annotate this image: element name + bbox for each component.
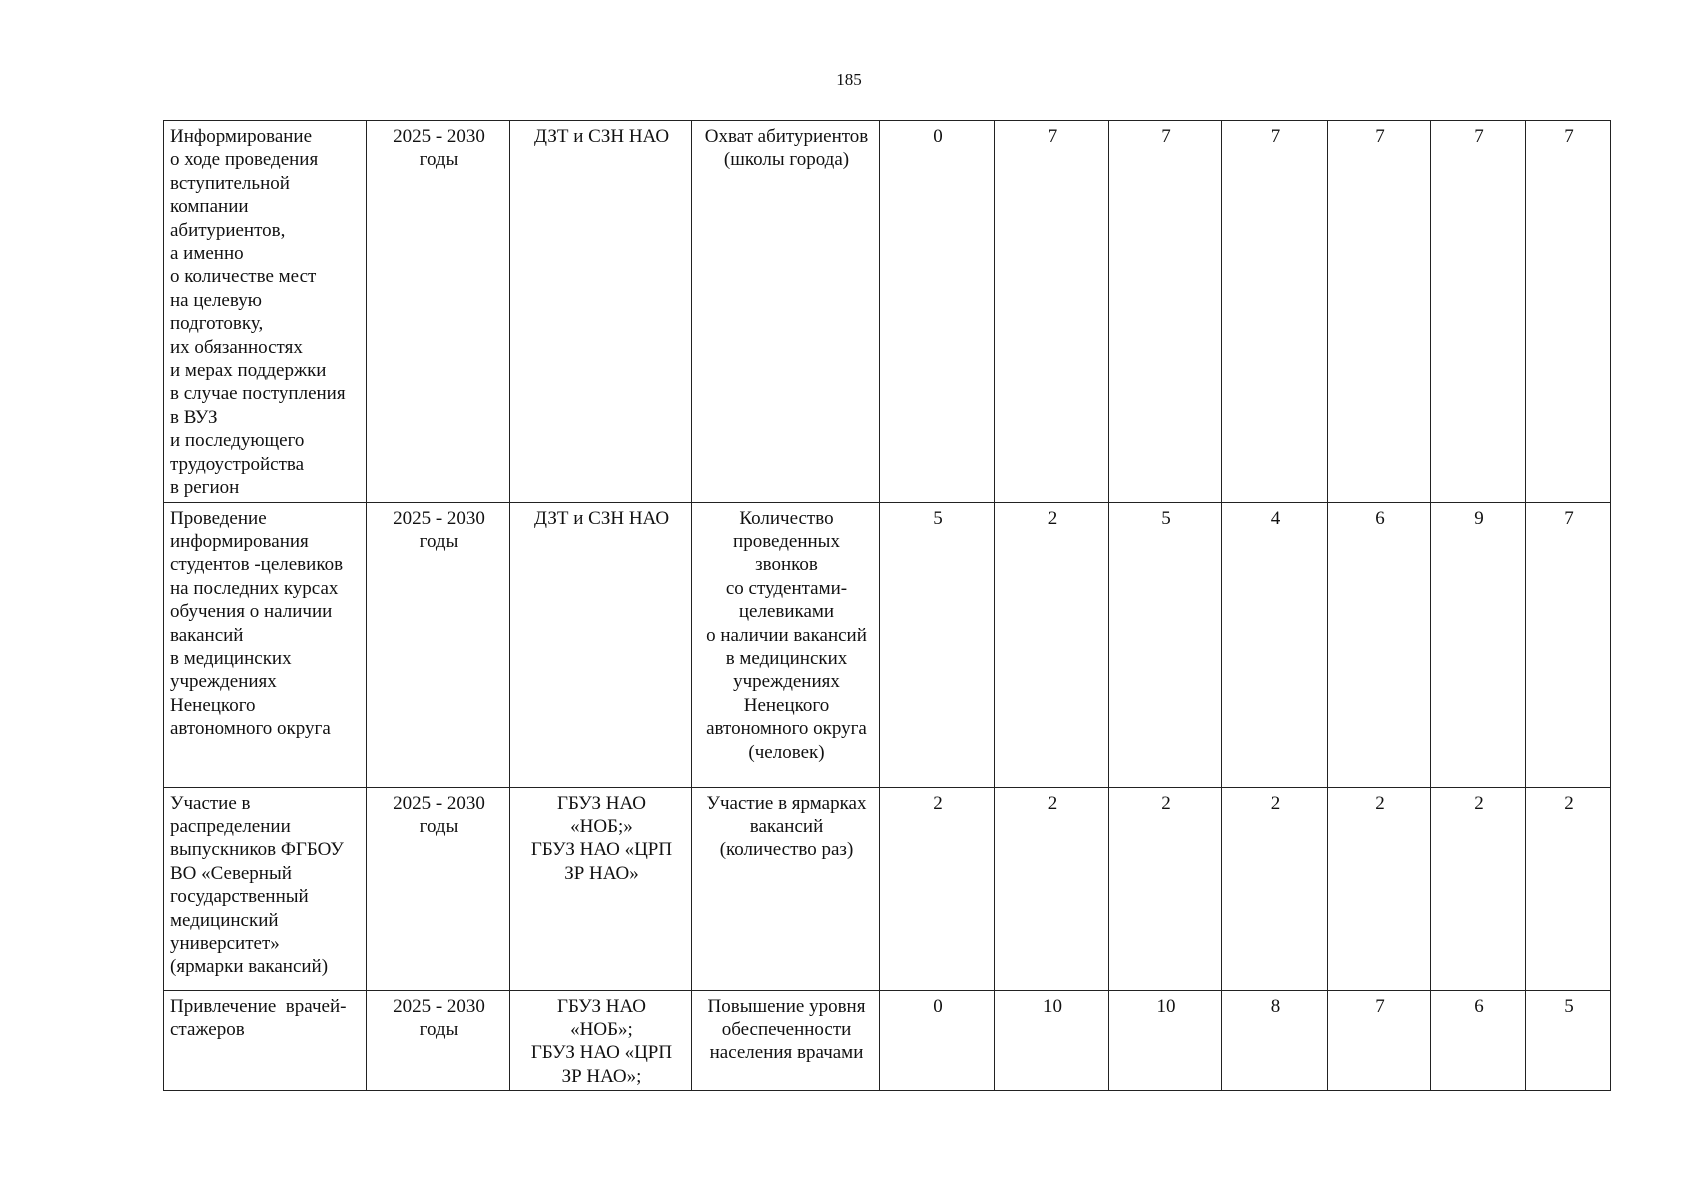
indicator-cell-line: Количество bbox=[739, 507, 834, 529]
value-cell: 0 bbox=[880, 121, 995, 503]
value-cell: 7 bbox=[1109, 121, 1222, 503]
executor-cell-line: ДЗТ и СЗН НАО bbox=[533, 126, 670, 147]
measure-name-cell-line: о количестве мест bbox=[170, 266, 317, 288]
value-cell: 9 bbox=[1431, 502, 1526, 787]
executor-cell bbox=[510, 990, 692, 1091]
indicator-cell-line: автономного округа bbox=[706, 718, 867, 740]
measure-name-cell bbox=[164, 121, 367, 503]
indicator-cell-line: Ненецкого bbox=[743, 694, 830, 716]
indicator-cell-line: обеспеченности bbox=[721, 1018, 852, 1040]
executor-cell bbox=[510, 502, 692, 787]
measure-name-cell-line: Проведение bbox=[170, 507, 267, 529]
period-cell bbox=[367, 121, 510, 503]
value-cell: 7 bbox=[1328, 990, 1431, 1091]
indicator-cell-line: со студентами- bbox=[725, 577, 848, 599]
measures-table bbox=[163, 120, 1611, 1091]
executor-cell-line: ДЗТ и СЗН НАО bbox=[533, 507, 670, 529]
indicator-cell-line: Участие в ярмарках bbox=[706, 792, 867, 814]
measure-name-cell-line: Участие в bbox=[170, 792, 251, 814]
value-cell: 6 bbox=[1431, 990, 1526, 1091]
table-row bbox=[164, 502, 1611, 787]
value-cell: 7 bbox=[1526, 502, 1611, 787]
value-cell: 10 bbox=[995, 990, 1109, 1091]
indicator-cell bbox=[692, 990, 880, 1091]
measure-name-cell-line: вакансий bbox=[170, 624, 244, 646]
indicator-cell bbox=[692, 121, 880, 503]
executor-cell-line: ЗР НАО»; bbox=[561, 1065, 642, 1087]
indicator-cell bbox=[692, 502, 880, 787]
executor-cell-line: ГБУЗ НАО bbox=[557, 995, 646, 1017]
period-cell-line: годы bbox=[419, 149, 459, 171]
indicator-cell-line: проведенных bbox=[733, 530, 840, 552]
value-cell: 4 bbox=[1222, 502, 1328, 787]
table-row bbox=[164, 121, 1611, 503]
executor-cell-line: ГБУЗ НАО «ЦРП bbox=[530, 1042, 673, 1064]
value-cell: 2 bbox=[995, 787, 1109, 990]
value-cell: 0 bbox=[880, 990, 995, 1091]
value-cell: 7 bbox=[995, 121, 1109, 503]
period-cell-line: 2025 - 2030 bbox=[393, 507, 485, 529]
value-cell: 5 bbox=[1109, 502, 1222, 787]
table-row bbox=[164, 787, 1611, 990]
value-cell: 7 bbox=[1222, 121, 1328, 503]
indicator-cell-line: населения врачами bbox=[709, 1042, 864, 1064]
measure-name-cell-line: студентов -целевиков bbox=[170, 554, 344, 576]
executor-cell bbox=[510, 787, 692, 990]
measure-name-cell-line: о ходе проведения bbox=[170, 149, 319, 171]
value-cell: 7 bbox=[1328, 121, 1431, 503]
value-cell: 2 bbox=[1109, 787, 1222, 990]
measure-name-cell-line: автономного округа bbox=[170, 718, 331, 740]
period-cell-line: годы bbox=[419, 530, 459, 552]
measure-name-cell-line: в ВУЗ bbox=[170, 406, 218, 428]
indicator-cell-line: Охват абитуриентов bbox=[704, 126, 869, 147]
measure-name-cell-line: университет» bbox=[170, 932, 280, 954]
executor-cell-line: «НОБ»; bbox=[570, 1018, 633, 1040]
value-cell: 7 bbox=[1526, 121, 1611, 503]
measure-name-cell-line: выпускников ФГБОУ bbox=[170, 839, 344, 861]
period-cell bbox=[367, 787, 510, 990]
measure-name-cell-line: на последних курсах bbox=[170, 577, 339, 599]
period-cell bbox=[367, 502, 510, 787]
value-cell: 8 bbox=[1222, 990, 1328, 1091]
measure-name-cell-line: подготовку, bbox=[170, 313, 264, 335]
page-number: 185 bbox=[836, 70, 862, 89]
executor-cell-line: ЗР НАО» bbox=[564, 862, 639, 884]
measure-name-cell-line: (ярмарки вакансий) bbox=[170, 956, 329, 978]
value-cell: 2 bbox=[1526, 787, 1611, 990]
indicator-cell-line: Повышение уровня bbox=[707, 995, 866, 1017]
measure-name-cell-line: медицинский bbox=[170, 909, 279, 931]
measure-name-cell-line: Привлечение врачей- bbox=[170, 995, 347, 1017]
measure-name-cell-line: учреждениях bbox=[170, 671, 277, 693]
indicator-cell-line: звонков bbox=[755, 554, 818, 576]
value-cell: 2 bbox=[1328, 787, 1431, 990]
measure-name-cell-line: стажеров bbox=[170, 1018, 245, 1040]
indicator-cell-line: о наличии вакансий bbox=[706, 624, 867, 646]
period-cell-line: 2025 - 2030 bbox=[393, 126, 485, 147]
indicator-cell bbox=[692, 787, 880, 990]
measure-name-cell-line: и последующего bbox=[170, 430, 305, 452]
indicator-cell-line: (количество раз) bbox=[719, 839, 854, 861]
value-cell: 2 bbox=[1222, 787, 1328, 990]
table-row bbox=[164, 990, 1611, 1091]
period-cell bbox=[367, 990, 510, 1091]
indicator-cell-line: учреждениях bbox=[733, 671, 840, 693]
measure-name-cell-line: в регион bbox=[170, 477, 240, 499]
indicator-cell-line: в медицинских bbox=[725, 647, 848, 669]
executor-cell-line: ГБУЗ НАО «ЦРП bbox=[530, 839, 673, 861]
value-cell: 6 bbox=[1328, 502, 1431, 787]
measure-name-cell-line: Информирование bbox=[170, 126, 313, 147]
table-body bbox=[164, 121, 1611, 1091]
indicator-cell-line: целевиками bbox=[738, 601, 835, 623]
measure-name-cell-line: в медицинских bbox=[170, 647, 292, 669]
indicator-cell-line: (человек) bbox=[748, 741, 825, 763]
measure-name-cell-line: в случае поступления bbox=[170, 383, 346, 405]
value-cell: 10 bbox=[1109, 990, 1222, 1091]
executor-cell-line: ГБУЗ НАО bbox=[557, 792, 646, 814]
indicator-cell-line: (школы города) bbox=[723, 149, 850, 171]
period-cell-line: годы bbox=[419, 1018, 459, 1040]
value-cell: 2 bbox=[995, 502, 1109, 787]
period-cell-line: 2025 - 2030 bbox=[393, 792, 485, 814]
measure-name-cell-line: трудоустройства bbox=[170, 453, 305, 475]
measure-name-cell-line: Ненецкого bbox=[170, 694, 256, 716]
measure-name-cell bbox=[164, 990, 367, 1091]
measure-name-cell-line: на целевую bbox=[170, 289, 262, 311]
executor-cell-line: «НОБ;» bbox=[570, 815, 633, 837]
measure-name-cell bbox=[164, 787, 367, 990]
indicator-cell-line: вакансий bbox=[749, 815, 824, 837]
period-cell-line: 2025 - 2030 bbox=[393, 995, 485, 1017]
measure-name-cell-line: абитуриентов, bbox=[170, 219, 286, 241]
measure-name-cell-line: обучения о наличии bbox=[170, 601, 333, 623]
measure-name-cell-line: информирования bbox=[170, 530, 309, 552]
value-cell: 2 bbox=[1431, 787, 1526, 990]
measure-name-cell-line: вступительной bbox=[170, 172, 290, 194]
measure-name-cell-line: и мерах поддержки bbox=[170, 360, 327, 382]
value-cell: 5 bbox=[880, 502, 995, 787]
period-cell-line: годы bbox=[419, 815, 459, 837]
measure-name-cell bbox=[164, 502, 367, 787]
measure-name-cell-line: их обязанностях bbox=[170, 336, 303, 358]
measure-name-cell-line: компании bbox=[170, 196, 249, 218]
measure-name-cell-line: ВО «Северный bbox=[170, 862, 292, 884]
value-cell: 2 bbox=[880, 787, 995, 990]
measure-name-cell-line: распределении bbox=[170, 815, 291, 837]
value-cell: 7 bbox=[1431, 121, 1526, 503]
measure-name-cell-line: а именно bbox=[170, 243, 244, 265]
value-cell: 5 bbox=[1526, 990, 1611, 1091]
measure-name-cell-line: государственный bbox=[170, 886, 309, 908]
executor-cell bbox=[510, 121, 692, 503]
